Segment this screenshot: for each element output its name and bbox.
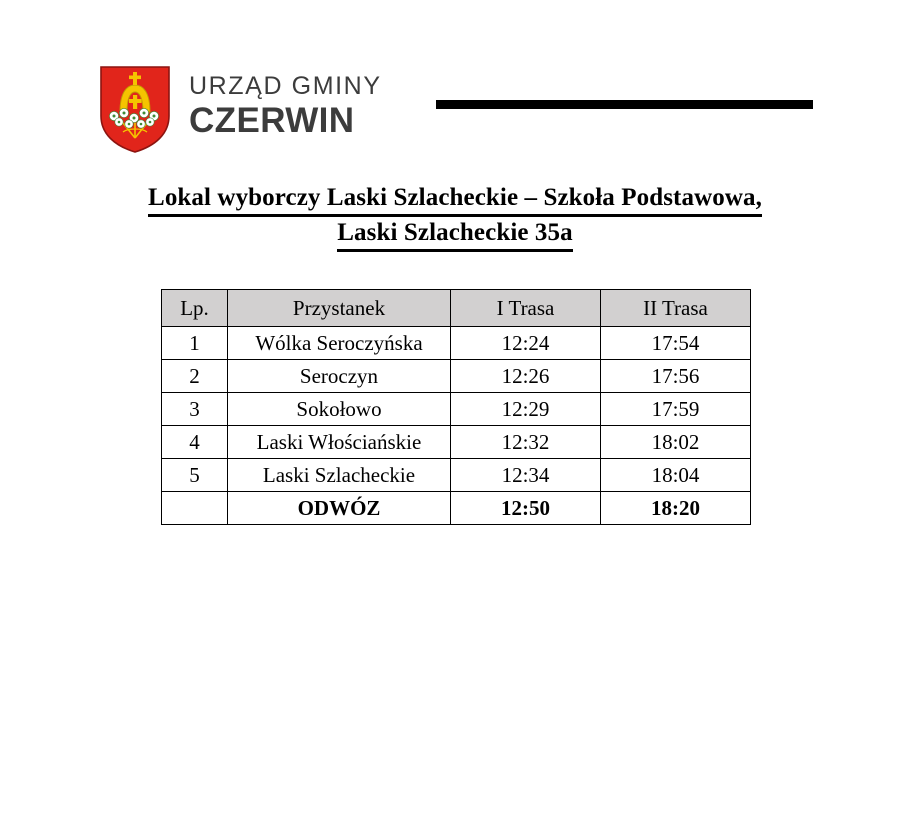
cell-trasa-1: 12:50 (451, 492, 601, 525)
page-title-line1: Lokal wyborczy Laski Szlacheckie – Szkoła Podstawowa, (148, 182, 762, 217)
cell-trasa-2: 18:04 (601, 459, 751, 492)
header-divider-bar (436, 100, 813, 109)
cell-lp: 3 (162, 393, 228, 426)
letterhead (0, 0, 910, 170)
office-name-line1: URZĄD GMINY (189, 72, 382, 100)
office-branding (189, 74, 429, 138)
table-row (162, 426, 751, 459)
table-row-return (162, 492, 751, 525)
column-header-lp: Lp. (162, 290, 228, 327)
coat-of-arms-icon (100, 66, 170, 153)
cell-trasa-1: 12:32 (451, 426, 601, 459)
schedule-table-container (161, 289, 750, 525)
page-title-line2: Laski Szlacheckie 35a (337, 217, 572, 252)
cell-trasa-1: 12:24 (451, 327, 601, 360)
page-title (108, 182, 802, 252)
cell-stop: Wólka Seroczyńska (228, 327, 451, 360)
cell-trasa-1: 12:34 (451, 459, 601, 492)
table-row (162, 360, 751, 393)
cell-trasa-1: 12:29 (451, 393, 601, 426)
cell-lp: 2 (162, 360, 228, 393)
cell-trasa-2: 18:20 (601, 492, 751, 525)
cell-trasa-2: 17:54 (601, 327, 751, 360)
cell-stop: ODWÓZ (228, 492, 451, 525)
table-row (162, 393, 751, 426)
column-header-route-two: II Trasa (601, 290, 751, 327)
cell-lp (162, 492, 228, 525)
cell-lp: 1 (162, 327, 228, 360)
cell-stop: Sokołowo (228, 393, 451, 426)
column-header-route-one: I Trasa (451, 290, 601, 327)
schedule-table (161, 289, 751, 525)
column-header-stop: Przystanek (228, 290, 451, 327)
office-name-line2: CZERWIN (189, 101, 355, 140)
cell-stop: Laski Szlacheckie (228, 459, 451, 492)
cell-trasa-2: 18:02 (601, 426, 751, 459)
cell-stop: Seroczyn (228, 360, 451, 393)
table-header-row (162, 290, 751, 327)
cell-stop: Laski Włościańskie (228, 426, 451, 459)
cell-trasa-1: 12:26 (451, 360, 601, 393)
table-row (162, 459, 751, 492)
cell-lp: 5 (162, 459, 228, 492)
cell-trasa-2: 17:56 (601, 360, 751, 393)
schedule-table-body (162, 327, 751, 525)
cell-trasa-2: 17:59 (601, 393, 751, 426)
table-row (162, 327, 751, 360)
cell-lp: 4 (162, 426, 228, 459)
